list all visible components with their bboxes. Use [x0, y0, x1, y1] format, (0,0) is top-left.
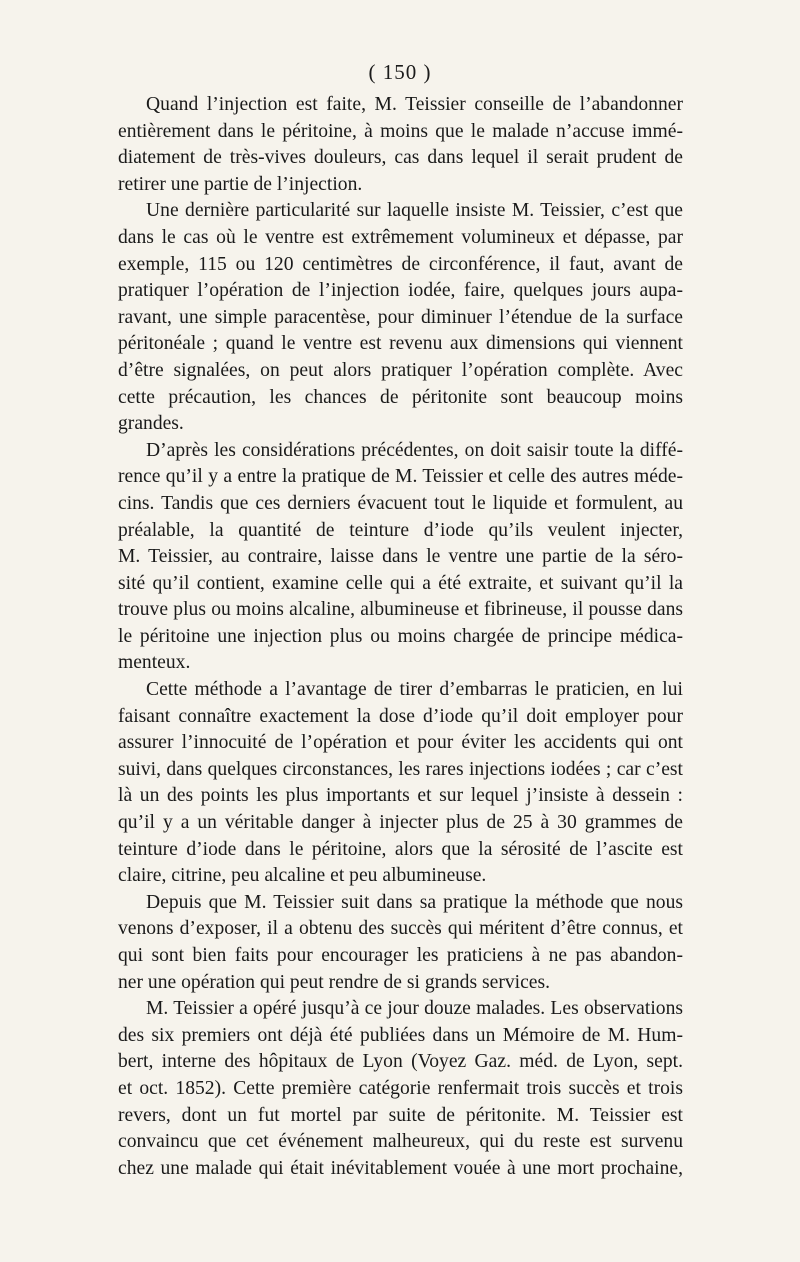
text-line: et oct. 1852). Cette première catégorie renfermait trois succès et trois [118, 1077, 683, 1099]
text-line: M. Teissier a opéré jusqu’à ce jour douze malades. Les observations [146, 998, 683, 1020]
paragraph-2 [118, 198, 683, 437]
text-line: Une dernière particularité sur laquelle insiste M. Teissier, c’est que [146, 200, 683, 222]
body-text [118, 92, 683, 1182]
text-line: assurer l’innocuité de l’opération et pour éviter les accidents qui ont [118, 732, 683, 754]
text-line: là un des points les plus importants et sur lequel j’insiste à dessein : [118, 785, 683, 807]
text-line: dans le cas où le ventre est extrêmement volumineux et dépasse, par [118, 226, 683, 248]
text-line: diatement de très-vives douleurs, cas dans lequel il serait prudent de [118, 147, 683, 169]
text-line: sité qu’il contient, examine celle qui a été extraite, et suivant qu’il la [118, 572, 683, 594]
text-line: revers, dont un fut mortel par suite de péritonite. M. Teissier est [118, 1104, 683, 1126]
text-line: cins. Tandis que ces derniers évacuent tout le liquide et formulent, au [118, 492, 683, 514]
text-line: Depuis que M. Teissier suit dans sa pratique la méthode que nous [146, 891, 683, 913]
text-line: trouve plus ou moins alcaline, albumineuse et fibrineuse, il pousse dans [118, 599, 683, 621]
paragraph-5 [118, 890, 683, 996]
text-line: suivi, dans quelques circonstances, les rares injections iodées ; car c’est [118, 758, 683, 780]
text-line: claire, citrine, peu alcaline et peu albumineuse. [118, 865, 487, 887]
text-line: entièrement dans le péritoine, à moins que le malade n’accuse immé- [118, 120, 683, 142]
page-number: ( 150 ) [368, 60, 432, 84]
paragraph-1 [118, 92, 683, 198]
text-line: chez une malade qui était inévitablement vouée à une mort prochaine, [118, 1157, 683, 1179]
paragraph-4 [118, 677, 683, 890]
text-line: qu’il y a un véritable danger à injecter plus de 25 à 30 grammes de [118, 812, 683, 834]
text-line: des six premiers ont déjà été publiées dans un Mémoire de M. Hum- [118, 1024, 683, 1046]
text-line: d’être signalées, on peut alors pratiquer l’opération complète. Avec [118, 359, 683, 381]
text-line: cette précaution, les chances de péritonite sont beaucoup moins [118, 386, 683, 408]
text-line: péritonéale ; quand le ventre est revenu aux dimensions qui viennent [118, 333, 683, 355]
text-line: teinture d’iode dans le péritoine, alors que la sérosité de l’ascite est [118, 838, 683, 860]
text-line: convaincu que cet événement malheureux, qui du reste est survenu [118, 1131, 683, 1153]
text-line: Quand l’injection est faite, M. Teissier conseille de l’abandonner [146, 94, 683, 115]
text-line: retirer une partie de l’injection. [118, 173, 363, 195]
text-line: bert, interne des hôpitaux de Lyon (Voyez Gaz. méd. de Lyon, sept. [118, 1051, 683, 1073]
text-line: grandes. [118, 413, 184, 435]
text-line: faisant connaître exactement la dose d’iode qu’il doit employer pour [118, 705, 683, 727]
text-line: pratiquer l’opération de l’injection iodée, faire, quelques jours aupa- [118, 280, 683, 302]
text-line: venons d’exposer, il a obtenu des succès qui méritent d’être connus, et [118, 918, 683, 940]
text-line: le péritoine une injection plus ou moins chargée de principe médica- [118, 625, 683, 647]
text-line: menteux. [118, 652, 191, 674]
text-line: Cette méthode a l’avantage de tirer d’embarras le praticien, en lui [146, 679, 683, 701]
paragraph-3 [118, 438, 683, 677]
text-line: qui sont bien faits pour encourager les praticiens à ne pas abandon- [118, 945, 683, 966]
text-line: D’après les considérations précédentes, on doit saisir toute la diffé- [146, 439, 683, 461]
text-line: préalable, la quantité de teinture d’iode qu’ils veulent injecter, [118, 519, 683, 541]
text-line: ravant, une simple paracentèse, pour diminuer l’étendue de la surface [118, 306, 683, 328]
paragraph-6 [118, 996, 683, 1182]
text-line: M. Teissier, au contraire, laisse dans le ventre une partie de la séro- [118, 546, 683, 568]
text-line: exemple, 115 ou 120 centimètres de circonférence, il faut, avant de [118, 253, 683, 275]
text-line: rence qu’il y a entre la pratique de M. Teissier et celle des autres méde- [118, 466, 683, 488]
text-line: ner une opération qui peut rendre de si grands services. [118, 971, 551, 993]
